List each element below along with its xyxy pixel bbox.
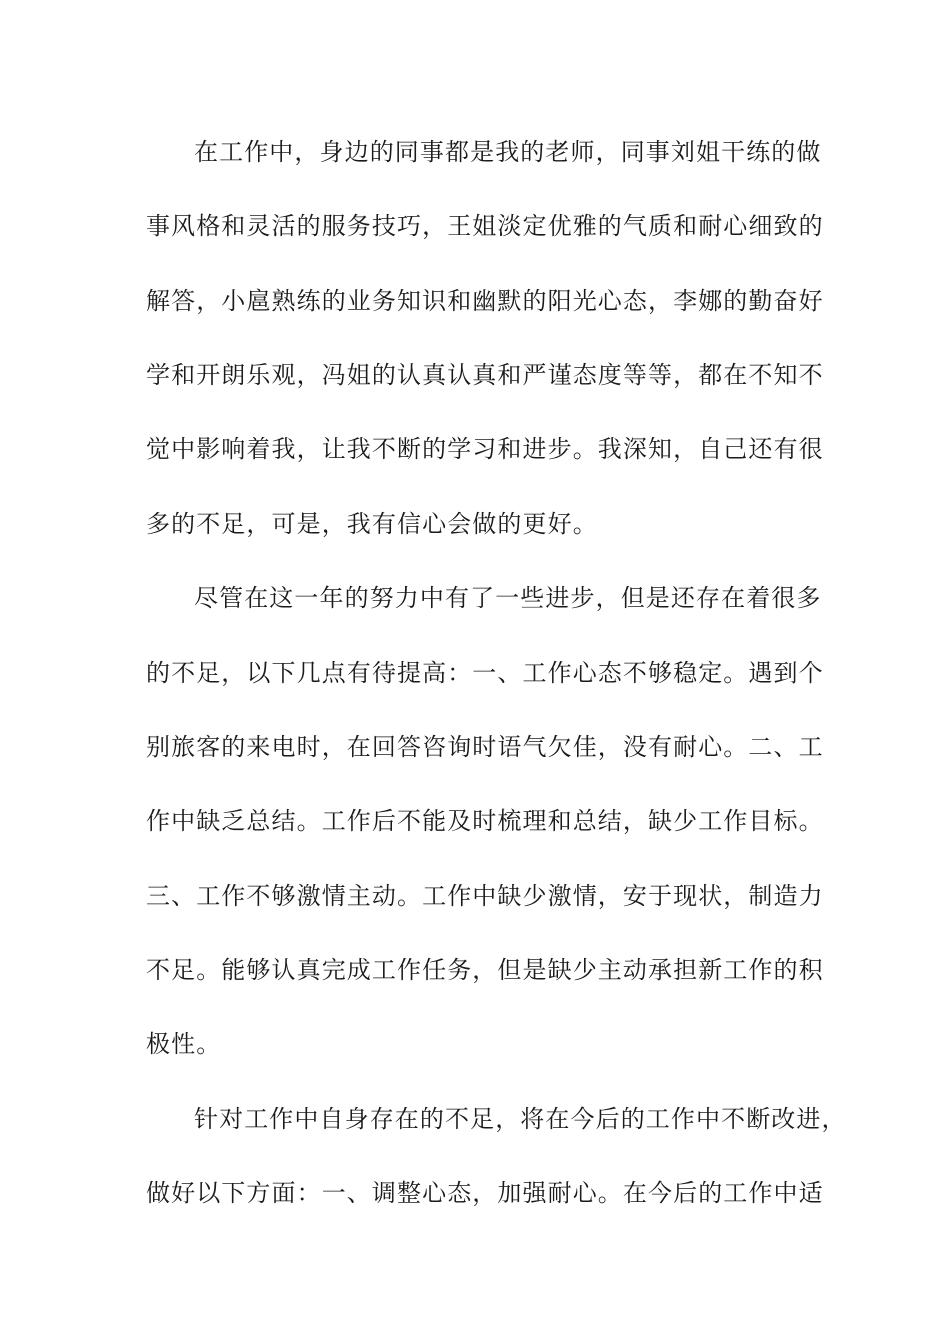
- paragraph-1-line-2: 事风格和灵活的服务技巧，王姐淡定优雅的气质和耐心细致的: [146, 212, 824, 240]
- paragraph-3-line-2: 做好以下方面：一、调整心态，加强耐心。在今后的工作中适: [146, 1179, 824, 1207]
- paragraph-1-line-6: 多的不足，可是，我有信心会做的更好。: [146, 510, 598, 538]
- paragraph-2-line-6: 不足。能够认真完成工作任务，但是缺少主动承担新工作的积: [146, 956, 824, 984]
- paragraph-2-line-3: 别旅客的来电时，在回答咨询时语气欠佳，没有耐心。二、工: [146, 733, 824, 761]
- paragraph-2-line-7: 极性。: [146, 1030, 222, 1058]
- paragraph-2-line-2: 的不足，以下几点有待提高：一、工作心态不够稳定。遇到个: [146, 659, 824, 687]
- paragraph-3-line-1: 针对工作中自身存在的不足，将在今后的工作中不断改进，: [194, 1105, 847, 1133]
- paragraph-2-line-1: 尽管在这一年的努力中有了一些进步，但是还存在着很多: [194, 584, 822, 612]
- paragraph-1-line-5: 觉中影响着我，让我不断的学习和进步。我深知，自己还有很: [146, 435, 824, 463]
- paragraph-1-line-1: 在工作中，身边的同事都是我的老师，同事刘姐干练的做: [194, 138, 822, 166]
- paragraph-1-line-3: 解答，小扈熟练的业务知识和幽默的阳光心态，李娜的勤奋好: [146, 287, 824, 315]
- paragraph-2-line-5: 三、工作不够激情主动。工作中缺少激情，安于现状，制造力: [146, 882, 824, 910]
- paragraph-2-line-4: 作中缺乏总结。工作后不能及时梳理和总结，缺少工作目标。: [146, 807, 824, 835]
- paragraph-1-line-4: 学和开朗乐观，冯姐的认真认真和严谨态度等等，都在不知不: [146, 361, 824, 389]
